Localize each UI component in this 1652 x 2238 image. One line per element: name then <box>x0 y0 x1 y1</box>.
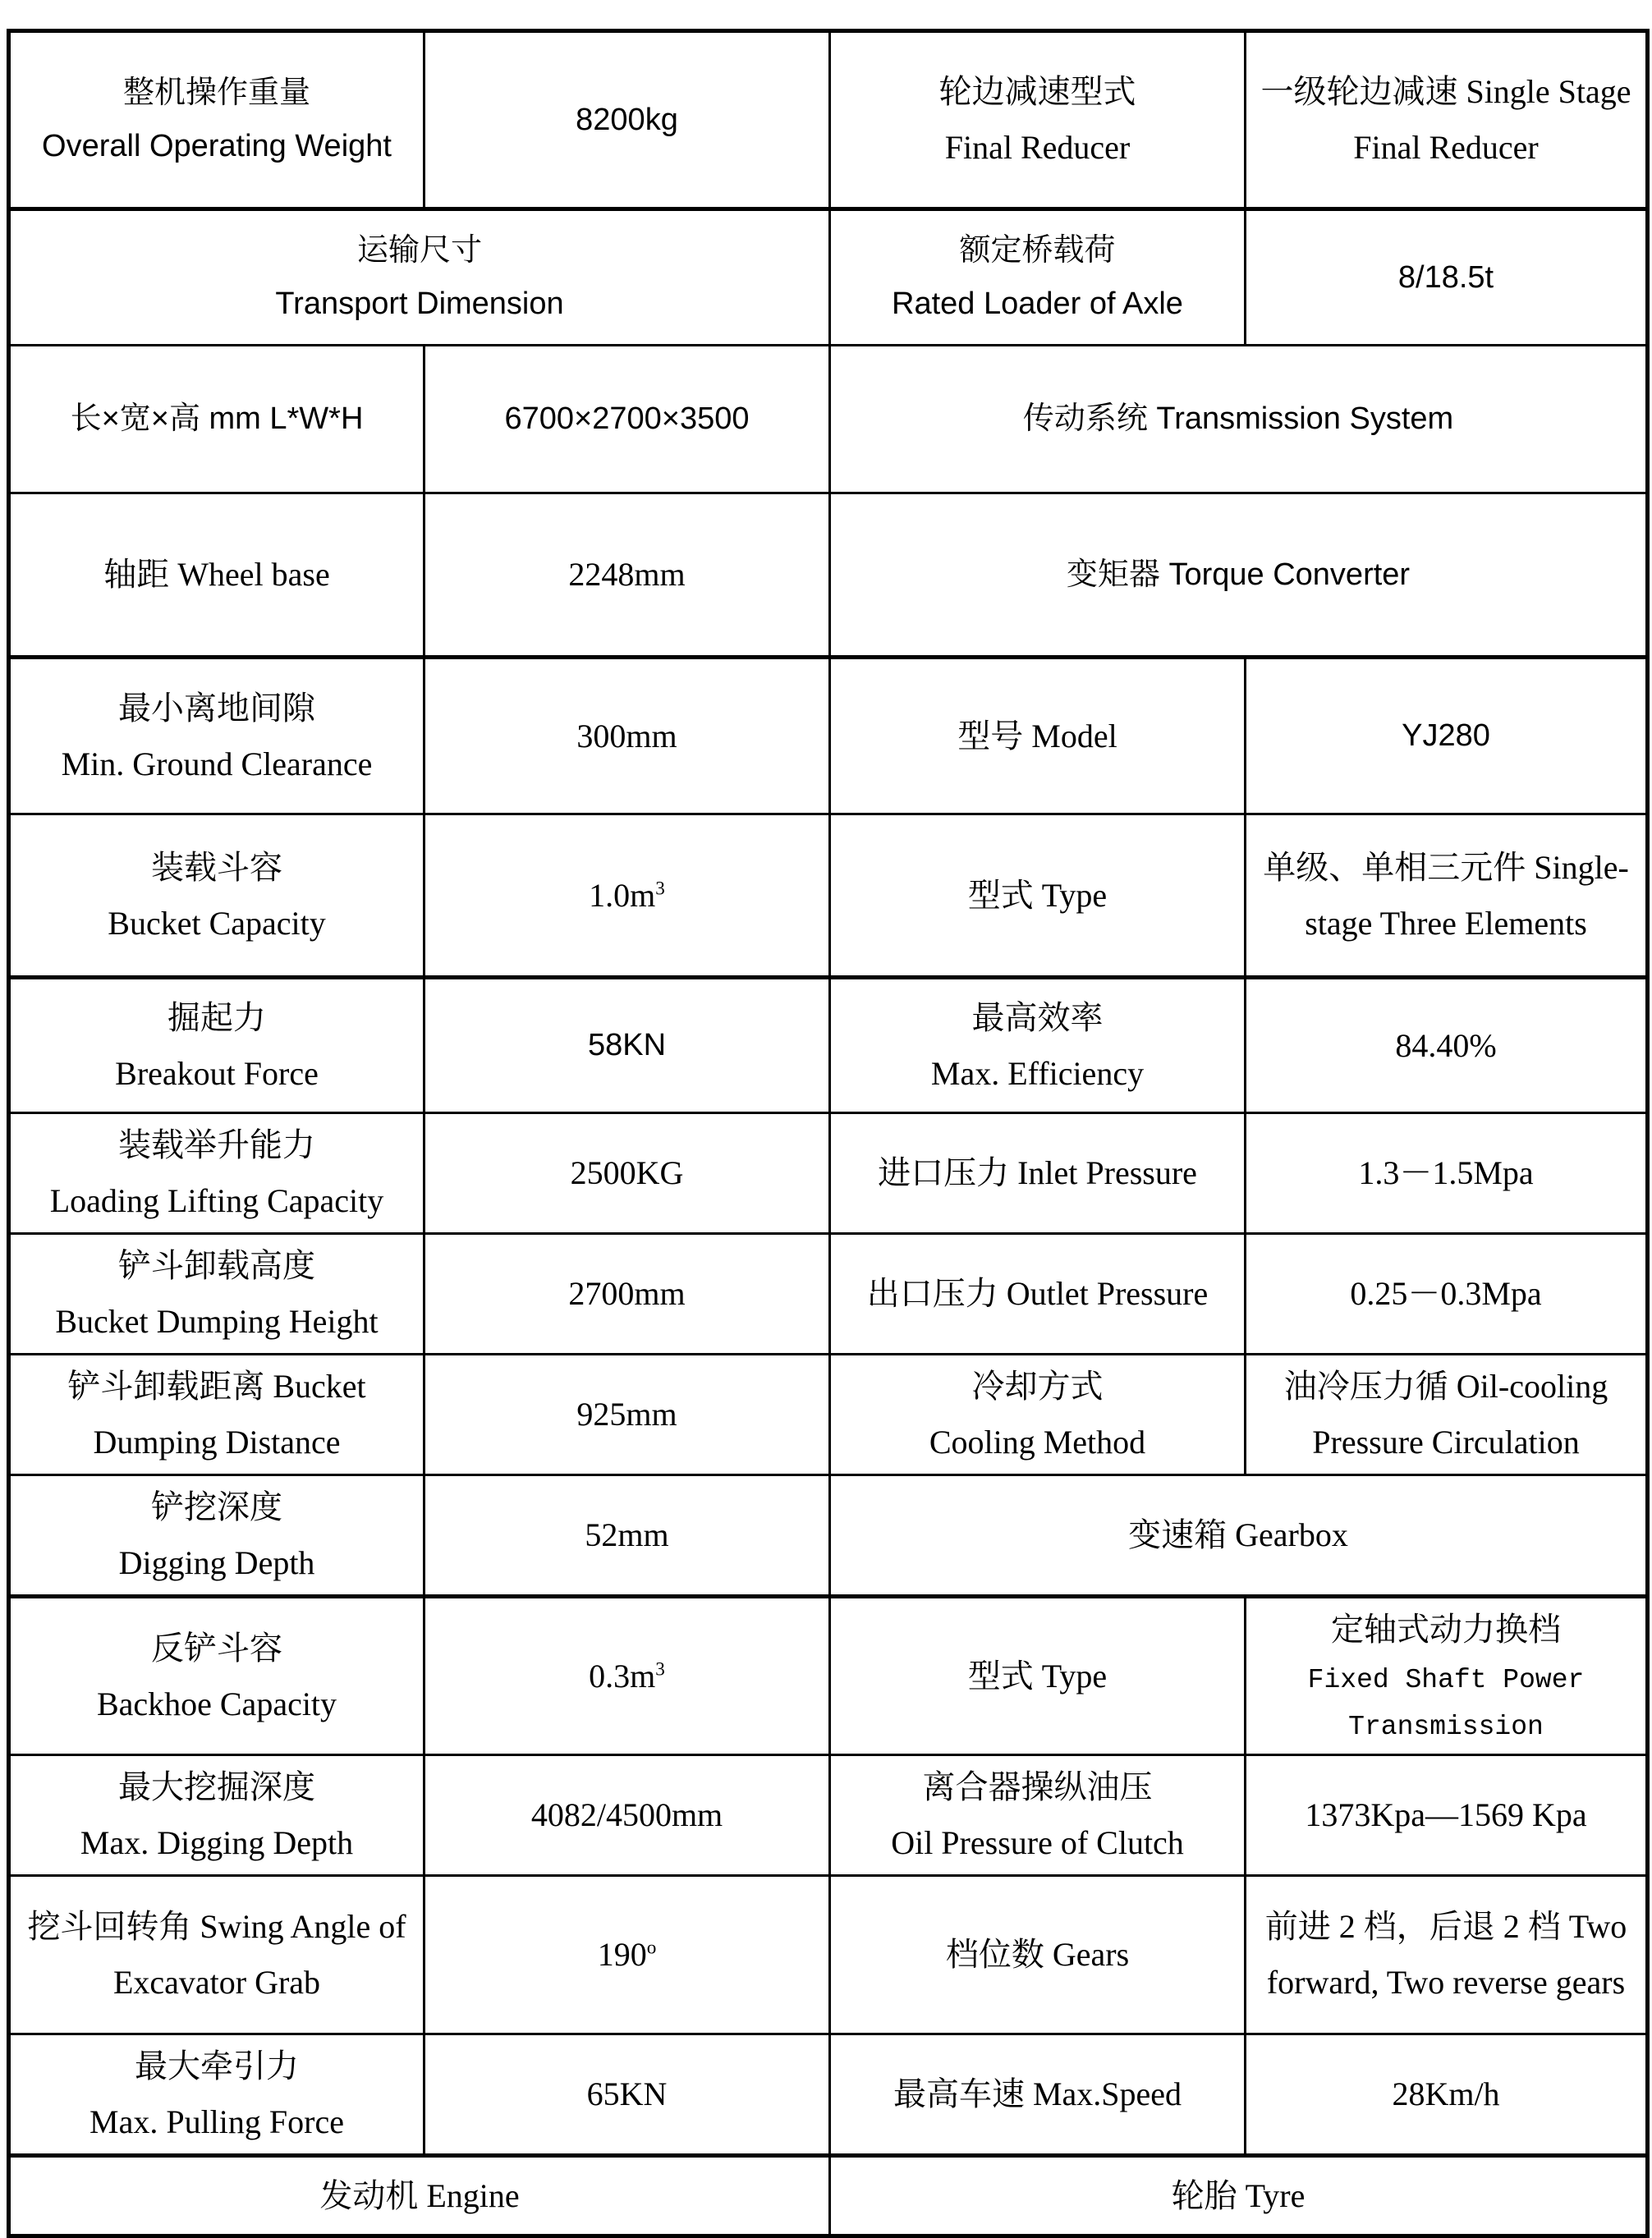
breakout-force-value <box>424 978 830 1113</box>
value-text: 1373Kpa—1569 Kpa <box>1305 1796 1587 1833</box>
en-line: Max. Pulling Force <box>89 2103 344 2140</box>
en-line: Cooling Method <box>929 1424 1146 1461</box>
table-row <box>9 1113 1648 1234</box>
table-row <box>9 2156 1648 2236</box>
en-line: Final Reducer <box>944 129 1131 166</box>
torque-converter-type-value <box>1246 814 1648 978</box>
zh-line: 最大挖掘深度 <box>118 1768 315 1805</box>
table-row <box>9 1475 1648 1597</box>
value-text: 84.40% <box>1395 1026 1497 1064</box>
swing-angle-label <box>9 1876 424 2034</box>
bucket-capacity-value <box>424 814 830 978</box>
value-base: 190 <box>597 1936 647 1973</box>
value-text: 4082/4500mm <box>530 1796 723 1833</box>
table-row <box>9 1876 1648 2034</box>
table-row <box>9 978 1648 1113</box>
value-text <box>434 1927 820 1983</box>
zh-line: 定轴式动力换档 <box>1331 1611 1561 1649</box>
value-text: 0.25－0.3Mpa <box>1350 1275 1542 1312</box>
header-text: 变速箱 Gearbox <box>1128 1516 1348 1553</box>
clutch-oil-pressure-label <box>830 1755 1246 1876</box>
en-line: Transport Dimension <box>275 287 564 321</box>
min-ground-clearance-label <box>9 658 424 814</box>
table-row <box>9 2034 1648 2156</box>
gears-label <box>830 1876 1246 2034</box>
gears-value <box>1246 1876 1648 2034</box>
en-line: Overall Operating Weight <box>42 129 392 163</box>
value-sup: o <box>646 1937 657 1959</box>
max-digging-depth-label <box>9 1755 424 1876</box>
value-text: 8200kg <box>576 102 678 137</box>
label-text: 挖斗回转角 Swing Angle of Excavator Grab <box>27 1908 406 2001</box>
zh-line: 反铲斗容 <box>151 1629 282 1667</box>
outlet-pressure-value <box>1246 1234 1648 1355</box>
rated-axle-load-value <box>1246 209 1648 346</box>
value-text: 油冷压力循 Oil-cooling Pressure Circulation <box>1283 1368 1608 1461</box>
value-text: 2700mm <box>568 1275 686 1312</box>
lwh-value <box>424 346 830 493</box>
value-text: 8/18.5t <box>1397 259 1494 295</box>
spec-table <box>7 29 1650 2238</box>
gearbox-type-value <box>1246 1597 1648 1755</box>
label-text: 档位数 Gears <box>945 1936 1130 1973</box>
cooling-method-value <box>1246 1355 1648 1475</box>
torque-converter-header <box>830 493 1648 658</box>
bucket-dumping-distance-value <box>424 1355 830 1475</box>
overall-operating-weight-label <box>9 31 424 209</box>
inlet-pressure-label <box>830 1113 1246 1234</box>
value-text: 58KN <box>587 1028 667 1063</box>
value-base: 0.3m <box>589 1657 656 1695</box>
table-row <box>9 658 1648 814</box>
digging-depth-value <box>424 1475 830 1597</box>
backhoe-capacity-value <box>424 1597 830 1755</box>
table-row <box>9 493 1648 658</box>
cooling-method-label <box>830 1355 1246 1475</box>
value-text: 65KN <box>586 2075 668 2112</box>
gearbox-header <box>830 1475 1648 1597</box>
value-text: 6700×2700×3500 <box>504 401 750 437</box>
en-line: Breakout Force <box>115 1054 319 1092</box>
label-text: 进口压力 Inlet Pressure <box>878 1154 1197 1191</box>
header-text: 轮胎 Tyre <box>1171 2176 1306 2214</box>
zh-line: 铲斗卸载高度 <box>118 1247 315 1284</box>
value-text: 1.3－1.5Mpa <box>1358 1154 1534 1191</box>
header-text: 变矩器 Torque Converter <box>1066 557 1411 592</box>
bucket-capacity-label <box>9 814 424 978</box>
label-text: 最高车速 Max.Speed <box>893 2075 1182 2112</box>
table-row <box>9 1355 1648 1475</box>
engine-header <box>9 2156 830 2236</box>
model-label <box>830 658 1246 814</box>
breakout-force-label <box>9 978 424 1113</box>
table-row <box>9 346 1648 493</box>
value-text: 一级轮边减速 Single Stage Final Reducer <box>1260 73 1631 166</box>
zh-line: 整机操作重量 <box>122 76 310 111</box>
max-efficiency-value <box>1246 978 1648 1113</box>
value-text <box>434 868 820 924</box>
max-pulling-force-value <box>424 2034 830 2156</box>
label-text: 轴距 Wheel base <box>103 556 330 593</box>
value-text: 单级、单相三元件 Single-stage Three Elements <box>1263 848 1629 942</box>
en-line: Min. Ground Clearance <box>61 745 373 782</box>
wheel-base-value <box>424 493 830 658</box>
lwh-label <box>9 346 424 493</box>
en-line: Rated Loader of Axle <box>892 287 1183 321</box>
digging-depth-label <box>9 1475 424 1597</box>
table-row <box>9 31 1648 209</box>
min-ground-clearance-value <box>424 658 830 814</box>
torque-converter-type-label <box>830 814 1246 978</box>
model-value <box>1246 658 1648 814</box>
en-line: Digging Depth <box>118 1544 315 1581</box>
transport-dimension-header <box>9 209 830 346</box>
en-line: Backhoe Capacity <box>96 1685 337 1722</box>
value-text: 300mm <box>576 717 677 754</box>
en-line: Fixed Shaft Power Transmission <box>1307 1665 1585 1742</box>
max-efficiency-label <box>830 978 1246 1113</box>
value-text: YJ280 <box>1402 718 1490 754</box>
loading-lifting-capacity-label <box>9 1113 424 1234</box>
table-row <box>9 1755 1648 1876</box>
tyre-header <box>830 2156 1648 2236</box>
label-text: 型式 Type <box>967 876 1108 914</box>
value-base: 1.0m <box>589 876 656 914</box>
en-line: Loading Lifting Capacity <box>49 1182 384 1219</box>
rated-axle-load-label <box>830 209 1246 346</box>
header-text: 传动系统 Transmission System <box>1022 401 1454 437</box>
final-reducer-value <box>1246 31 1648 209</box>
label-text: 型式 Type <box>967 1657 1108 1695</box>
loading-lifting-capacity-value <box>424 1113 830 1234</box>
zh-line: 冷却方式 <box>971 1368 1104 1405</box>
header-text: 发动机 Engine <box>319 2176 520 2214</box>
en-line: Bucket Dumping Height <box>55 1303 379 1340</box>
max-speed-label <box>830 2034 1246 2156</box>
max-pulling-force-label <box>9 2034 424 2156</box>
table-row <box>9 814 1648 978</box>
zh-line: 额定桥载荷 <box>959 233 1116 268</box>
overall-operating-weight-value <box>424 31 830 209</box>
clutch-oil-pressure-value <box>1246 1755 1648 1876</box>
max-digging-depth-value <box>424 1755 830 1876</box>
table-row <box>9 1234 1648 1355</box>
value-text: 2500KG <box>570 1154 684 1191</box>
label-text: 型号 Model <box>957 717 1117 754</box>
swing-angle-value <box>424 1876 830 2034</box>
value-text: 2248mm <box>568 556 686 593</box>
bucket-dumping-height-label <box>9 1234 424 1355</box>
value-text: 52mm <box>585 1516 669 1553</box>
value-text: 28Km/h <box>1392 2075 1500 2112</box>
label-text: 铲斗卸载距离 Bucket Dumping Distance <box>67 1368 366 1461</box>
zh-line: 运输尺寸 <box>356 233 482 268</box>
wheel-base-label <box>9 493 424 658</box>
value-sup: 3 <box>655 1658 665 1681</box>
zh-line: 离合器操纵油压 <box>922 1768 1153 1805</box>
label-text: 长×宽×高 mm L*W*H <box>70 401 364 437</box>
bucket-dumping-height-value <box>424 1234 830 1355</box>
zh-line: 装载举升能力 <box>118 1126 315 1163</box>
en-line: Max. Digging Depth <box>80 1824 354 1861</box>
en-line: Bucket Capacity <box>108 904 326 942</box>
backhoe-capacity-label <box>9 1597 424 1755</box>
value-sup: 3 <box>655 878 665 900</box>
gearbox-type-label <box>830 1597 1246 1755</box>
outlet-pressure-label <box>830 1234 1246 1355</box>
zh-line: 轮边减速型式 <box>938 73 1136 110</box>
table-row <box>9 1597 1648 1755</box>
value-text <box>434 1649 820 1704</box>
zh-line: 装载斗容 <box>151 848 282 886</box>
bucket-dumping-distance-label <box>9 1355 424 1475</box>
table-row <box>9 209 1648 346</box>
zh-line: 最小离地间隙 <box>118 689 315 727</box>
en-line: Oil Pressure of Clutch <box>891 1824 1184 1861</box>
zh-line: 最高效率 <box>971 998 1104 1036</box>
en-line: Max. Efficiency <box>930 1054 1145 1092</box>
value-text: 前进 2 档，后退 2 档 Two forward, Two reverse gears <box>1264 1908 1627 2001</box>
transmission-system-header <box>830 346 1648 493</box>
value-text: 925mm <box>576 1396 677 1433</box>
zh-line: 最大牵引力 <box>135 2048 299 2084</box>
zh-line: 掘起力 <box>167 998 266 1036</box>
max-speed-value <box>1246 2034 1648 2156</box>
final-reducer-label <box>830 31 1246 209</box>
zh-line: 铲挖深度 <box>151 1488 282 1525</box>
inlet-pressure-value <box>1246 1113 1648 1234</box>
label-text: 出口压力 Outlet Pressure <box>866 1275 1209 1312</box>
